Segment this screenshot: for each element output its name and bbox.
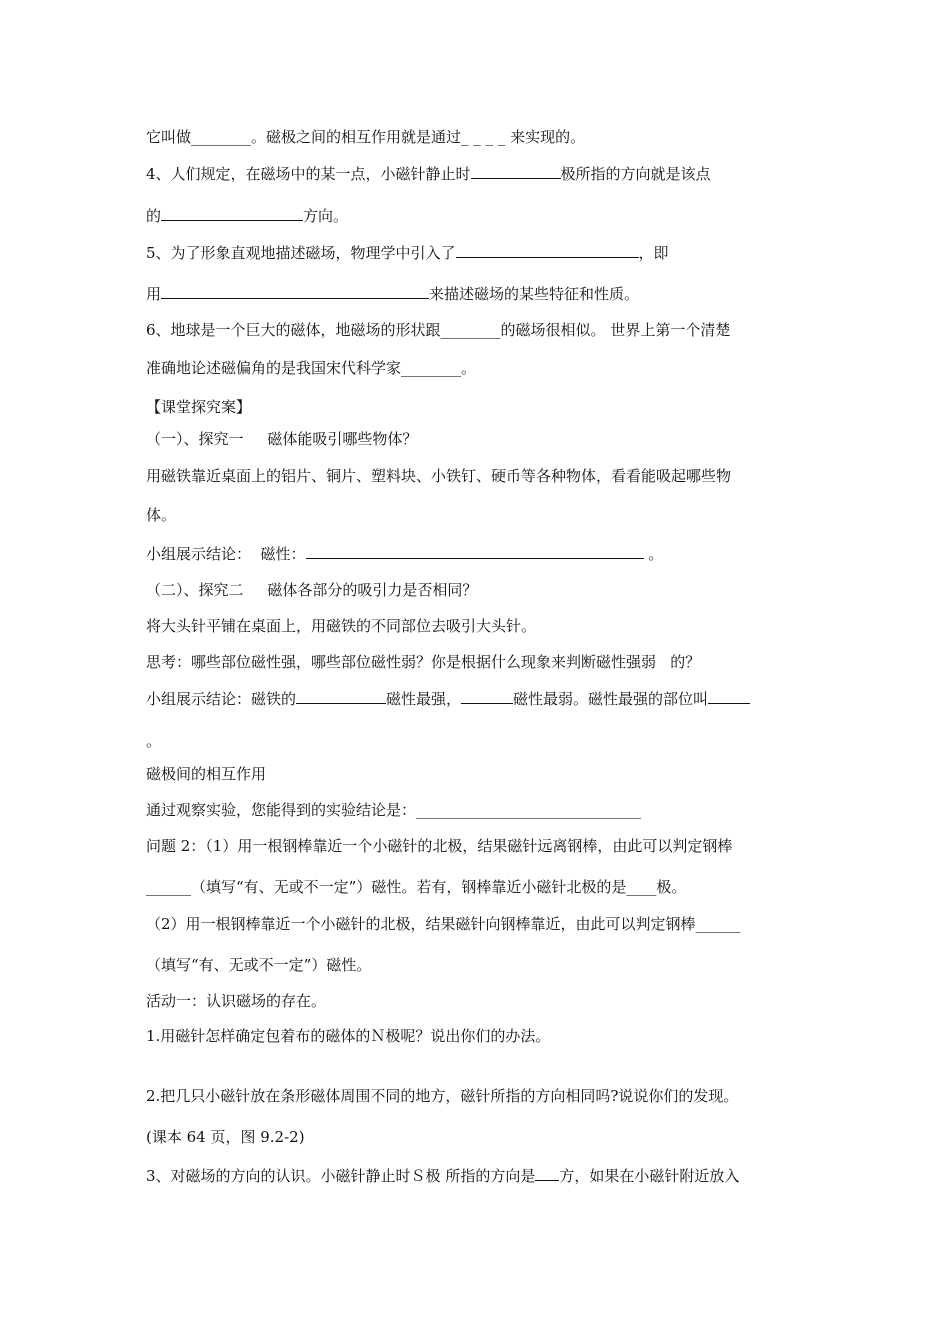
- question-6-text: 6、地球是一个巨大的磁体，地磁场的形状跟________的磁场很相似。 世界上第一个清楚: [146, 321, 731, 339]
- line-7: [146, 358, 476, 378]
- line-12: [146, 543, 663, 564]
- line-19-text: 通过观察实验，您能得到的实验结论是：______________________________: [146, 801, 642, 819]
- line-2: [146, 163, 711, 184]
- blank-pole: [471, 163, 561, 179]
- textbook-reference: [146, 1127, 305, 1147]
- line-7-text: 准确地论述磁偏角的是我国宋代科学家________。: [146, 359, 477, 377]
- line-17: [146, 731, 161, 751]
- activity-1-title: [146, 991, 326, 1011]
- blank-pole-name: [708, 688, 750, 704]
- subheading-interaction-text: 磁极间的相互作用: [146, 765, 267, 783]
- blank-weakest: [461, 688, 513, 704]
- line-15: [146, 652, 700, 672]
- line-16-text-c: 磁性最弱。磁性最强的部位叫: [513, 690, 709, 708]
- blank-direction: [161, 205, 303, 221]
- line-3-text-cont: 方向。: [303, 207, 349, 225]
- line-22: [146, 914, 741, 934]
- line-10: [146, 466, 731, 486]
- section-heading: [146, 397, 251, 417]
- inquiry-2-title: [146, 580, 477, 600]
- line-14-text: 将大头针平铺在桌面上，用磁铁的不同部位去吸引大头针。: [146, 617, 537, 635]
- line-1-text: 它叫做________。磁极之间的相互作用就是通过_ _ _ _ 来实现的。: [146, 128, 586, 146]
- section-heading-text: 【课堂探究案】: [146, 398, 252, 416]
- line-4: [146, 242, 669, 263]
- group-conclusion-label: 小组展示结论： 磁性：: [146, 545, 306, 563]
- activity-item-3-text: 3、对磁场的方向的认识。小磁针静止时Ｓ极 所指的方向是: [146, 1167, 536, 1185]
- question-2-text: 问题 2：（1）用一根钢棒靠近一个小磁针的北极，结果磁针远离钢棒，由此可以判定钢棒: [146, 837, 733, 855]
- line-22-text: （2）用一根钢棒靠近一个小磁针的北极，结果磁针向钢棒靠近，由此可以判定钢棒______: [146, 915, 741, 933]
- inquiry-2-title-text: （二）、探究二 磁体各部分的吸引力是否相同？: [146, 581, 478, 599]
- subheading-interaction: [146, 764, 266, 784]
- line-5-text-cont: 来描述磁场的某些特征和性质。: [429, 285, 640, 303]
- blank-describe: [161, 283, 429, 299]
- line-3: [146, 205, 348, 226]
- line-16-text: 小组展示结论：磁铁的: [146, 690, 297, 708]
- line-19: [146, 800, 641, 820]
- question-5-text-cont: ，即: [638, 244, 669, 262]
- activity-item-3-text-cont: 方，如果在小磁针附近放入: [559, 1167, 740, 1185]
- line-3-text: 的: [146, 207, 162, 225]
- activity-item-2: [146, 1086, 738, 1106]
- line-21: [146, 877, 686, 897]
- question-2: [146, 836, 732, 856]
- line-17-text: 。: [146, 732, 162, 750]
- line-5: [146, 283, 639, 304]
- question-5-text: 5、为了形象直观地描述磁场，物理学中引入了: [146, 244, 456, 262]
- line-15-text: 思考：哪些部位磁性强，哪些部位磁性弱？你是根据什么现象来判断磁性强弱 的？: [146, 653, 701, 671]
- line-23: [146, 955, 371, 975]
- activity-item-1: [146, 1026, 550, 1046]
- line-1: [146, 127, 585, 147]
- line-16-text-b: 磁性最强，: [386, 690, 462, 708]
- line-5-text: 用: [146, 285, 162, 303]
- line-12-end: 。: [643, 545, 664, 563]
- line-14: [146, 616, 536, 636]
- inquiry-1-title: [146, 429, 417, 449]
- question-4-text: 4、人们规定，在磁场中的某一点，小磁针静止时: [146, 165, 471, 183]
- blank-concept: [456, 242, 639, 258]
- question-4-text-cont: 极所指的方向就是该点: [560, 165, 711, 183]
- textbook-reference-text: (课本 64 页，图 9.2-2): [146, 1128, 305, 1146]
- line-23-text: （填写“有、无或不一定”）磁性。: [146, 956, 372, 974]
- line-16: [146, 688, 750, 709]
- line-21-text: ______（填写“有、无或不一定”）磁性。若有，钢棒靠近小磁针北极的是____极。: [146, 878, 687, 896]
- blank-strongest: [296, 688, 386, 704]
- activity-item-3: [146, 1165, 739, 1186]
- line-11: [146, 505, 176, 525]
- line-6: [146, 320, 730, 340]
- activity-item-2-text: 2.把几只小磁针放在条形磁体周围不同的地方，磁针所指的方向相同吗?说说你们的发现。: [146, 1087, 739, 1105]
- activity-1-title-text: 活动一：认识磁场的存在。: [146, 992, 327, 1010]
- line-11-text: 体。: [146, 506, 177, 524]
- activity-item-1-text: 1.用磁针怎样确定包着布的磁体的Ｎ极呢？说出你们的办法。: [146, 1027, 551, 1045]
- blank-direction-s: [535, 1165, 559, 1181]
- inquiry-1-title-text: （一）、探究一 磁体能吸引哪些物体？: [146, 430, 418, 448]
- blank-magnetism: [306, 543, 644, 559]
- line-10-text: 用磁铁靠近桌面上的铝片、铜片、塑料块、小铁钉、硬币等各种物体，看看能吸起哪些物: [146, 467, 732, 485]
